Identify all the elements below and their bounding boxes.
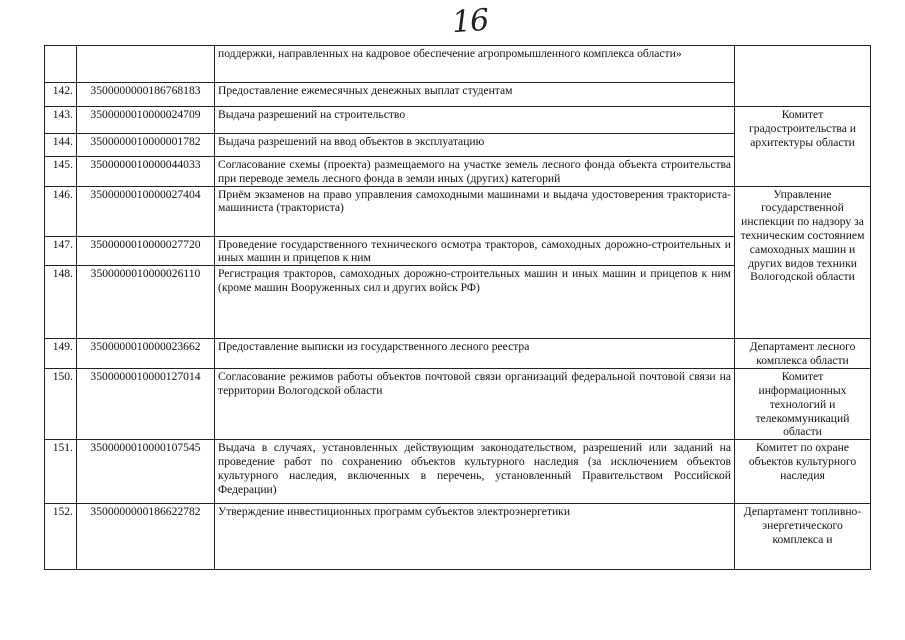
service-description: Регистрация тракторов, самоходных дорожно-строительных машин и иных машин и прицепов к ним (кроме машин Вооруженных сил и других войск РФ) xyxy=(215,266,735,339)
service-code: 3500000010000026110 xyxy=(77,266,215,339)
service-code: 3500000000186622782 xyxy=(77,504,215,570)
department-cell: Департамент топливно-энергетического комплекса и xyxy=(735,504,871,570)
services-registry-table xyxy=(44,45,871,570)
row-number: 143. xyxy=(45,107,77,134)
service-code: 3500000010000001782 xyxy=(77,134,215,157)
row-number xyxy=(45,46,77,83)
row-number: 151. xyxy=(45,440,77,504)
department-cell xyxy=(735,46,871,107)
service-description: Проведение государственного технического осмотра тракторов, самоходных дорожно-строительных и иных машин и прицепов к ним xyxy=(215,236,735,266)
service-code: 3500000010000027404 xyxy=(77,186,215,236)
row-number: 149. xyxy=(45,339,77,369)
row-number: 152. xyxy=(45,504,77,570)
table-row xyxy=(45,440,871,504)
service-code: 3500000010000024709 xyxy=(77,107,215,134)
service-description: Выдача разрешений на строительство xyxy=(215,107,735,134)
table-row xyxy=(45,339,871,369)
service-description: Согласование режимов работы объектов почтовой связи организаций федеральной почтовой связи на территории Вологодской области xyxy=(215,369,735,440)
service-code: 3500000000186768183 xyxy=(77,83,215,107)
table-row xyxy=(45,107,871,134)
service-description: Предоставление выписки из государственного лесного реестра xyxy=(215,339,735,369)
row-number: 142. xyxy=(45,83,77,107)
department-cell: Департамент лесного комплекса области xyxy=(735,339,871,369)
service-description: Согласование схемы (проекта) размещаемого на участке земель лесного фонда объекта строительства при переводе земель лесного фонда в земли иных (других) категорий xyxy=(215,157,735,187)
service-code: 3500000010000023662 xyxy=(77,339,215,369)
department-cell: Комитет информационных технологий и телекоммуникаций области xyxy=(735,369,871,440)
table-row xyxy=(45,46,871,83)
service-code: 3500000010000027720 xyxy=(77,236,215,266)
service-code: 3500000010000107545 xyxy=(77,440,215,504)
service-code xyxy=(77,46,215,83)
row-number: 147. xyxy=(45,236,77,266)
department-cell: Комитет по охране объектов культурного наследия xyxy=(735,440,871,504)
service-code: 3500000010000044033 xyxy=(77,157,215,187)
row-number: 146. xyxy=(45,186,77,236)
service-description: Утверждение инвестиционных программ субъектов электроэнергетики xyxy=(215,504,735,570)
row-number: 145. xyxy=(45,157,77,187)
table-row xyxy=(45,186,871,236)
service-description: Выдача в случаях, установленных действующим законодательством, разрешений или заданий на проведение работ по сохранению объектов культурного наследия (за исключением объектов культурного наследия, включенных в перечень, установленный Правительством Российской Федерации) xyxy=(215,440,735,504)
service-description: Приём экзаменов на право управления самоходными машинами и выдача удостоверения тракториста-машиниста (тракториста) xyxy=(215,186,735,236)
row-number: 148. xyxy=(45,266,77,339)
row-number: 150. xyxy=(45,369,77,440)
department-cell: Комитет градостроительства и архитектуры области xyxy=(735,107,871,187)
page-number: 16 xyxy=(450,2,490,41)
department-cell: Управление государственной инспекции по надзору за техническим состоянием самоходных машин и других видов техники Вологодской области xyxy=(735,186,871,339)
table-row xyxy=(45,504,871,570)
service-code: 3500000010000127014 xyxy=(77,369,215,440)
service-description: Выдача разрешений на ввод объектов в эксплуатацию xyxy=(215,134,735,157)
table-row xyxy=(45,369,871,440)
service-description: Предоставление ежемесячных денежных выплат студентам xyxy=(215,83,735,107)
service-description: поддержки, направленных на кадровое обеспечение агропромышленного комплекса области» xyxy=(215,46,735,83)
row-number: 144. xyxy=(45,134,77,157)
